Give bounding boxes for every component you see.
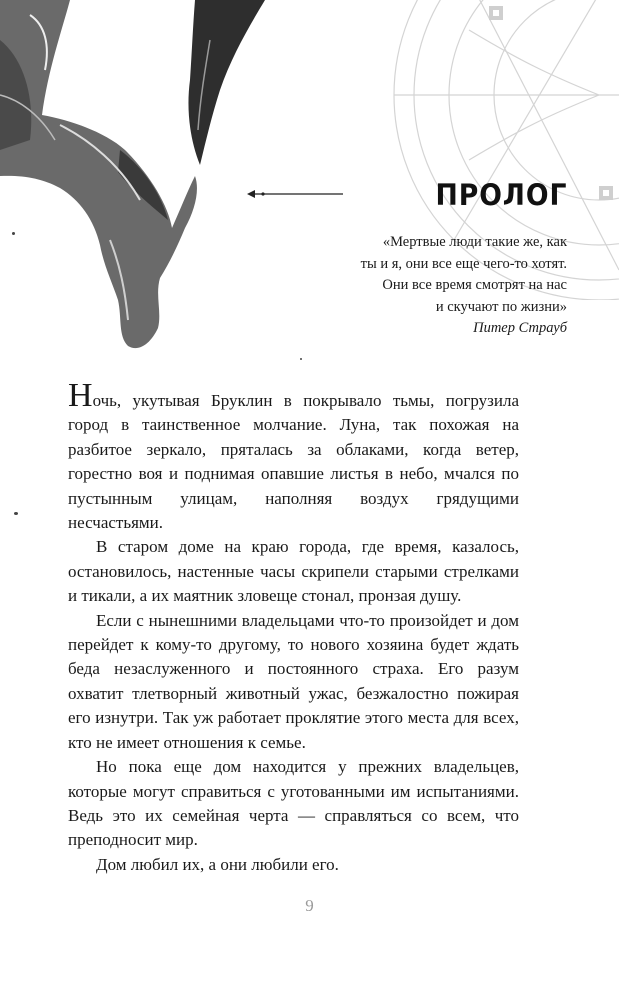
paragraph-text: очь, укутывая Бруклин в покрывало тьмы, погрузила город в таинственное молчание. Луна, так похожая на разбитое зеркало, пряталась за облаками, когда ветер, горестно воя и поднимая опавшие листья в небо, мчался по пустынным улицам, наполняя воздух грядущими несчастьями.: [68, 391, 519, 533]
epigraph-author: Питер Страуб: [473, 320, 567, 336]
chapter-heading: [247, 176, 567, 216]
ornament-divider-icon: [247, 189, 343, 199]
paragraph: В старом доме на краю города, где время, казалось, остановилось, настенные часы скрипели старыми стрелками и тикали, а их маятник зловеще стонал, пронзая душу.: [68, 537, 519, 606]
ink-speck: [12, 232, 15, 235]
paragraph: Если с нынешними владельцами что-то произойдет и дом перейдет к кому-то другому, то нового хозяина будет ждать беда незаслуженного и постоянного страха. Его разум охватит тлетворный животный ужас, безжалостно пожирая его изнутри. Так уж работает проклятие этого места для всех, кто не имеет отношения к семье.: [68, 610, 519, 752]
paragraph: Но пока еще дом находится у прежних владельцев, которые могут справиться с уготованными им испытаниями. Ведь это их семейная черта — справляться со всем, что преподносит мир.: [68, 757, 519, 850]
ink-speck: [14, 512, 18, 515]
paragraph: Дом любил их, а они любили его.: [96, 854, 339, 874]
page-number: 9: [305, 896, 314, 915]
epigraph-line: и скучают по жизни»: [435, 298, 567, 315]
epigraph-line: Они все время смотрят на нас: [382, 277, 567, 293]
chapter-title: ПРОЛОГ: [435, 178, 567, 212]
epigraph-line: «Мертвые люди такие же, как: [382, 234, 567, 250]
body-text: [68, 377, 519, 877]
epigraph: [277, 232, 567, 340]
drop-cap-initial: Н: [68, 377, 93, 414]
paragraph: [68, 377, 519, 535]
ink-speck: [300, 358, 302, 360]
epigraph-line: ты и я, они все еще чего-то хотят.: [360, 255, 567, 272]
